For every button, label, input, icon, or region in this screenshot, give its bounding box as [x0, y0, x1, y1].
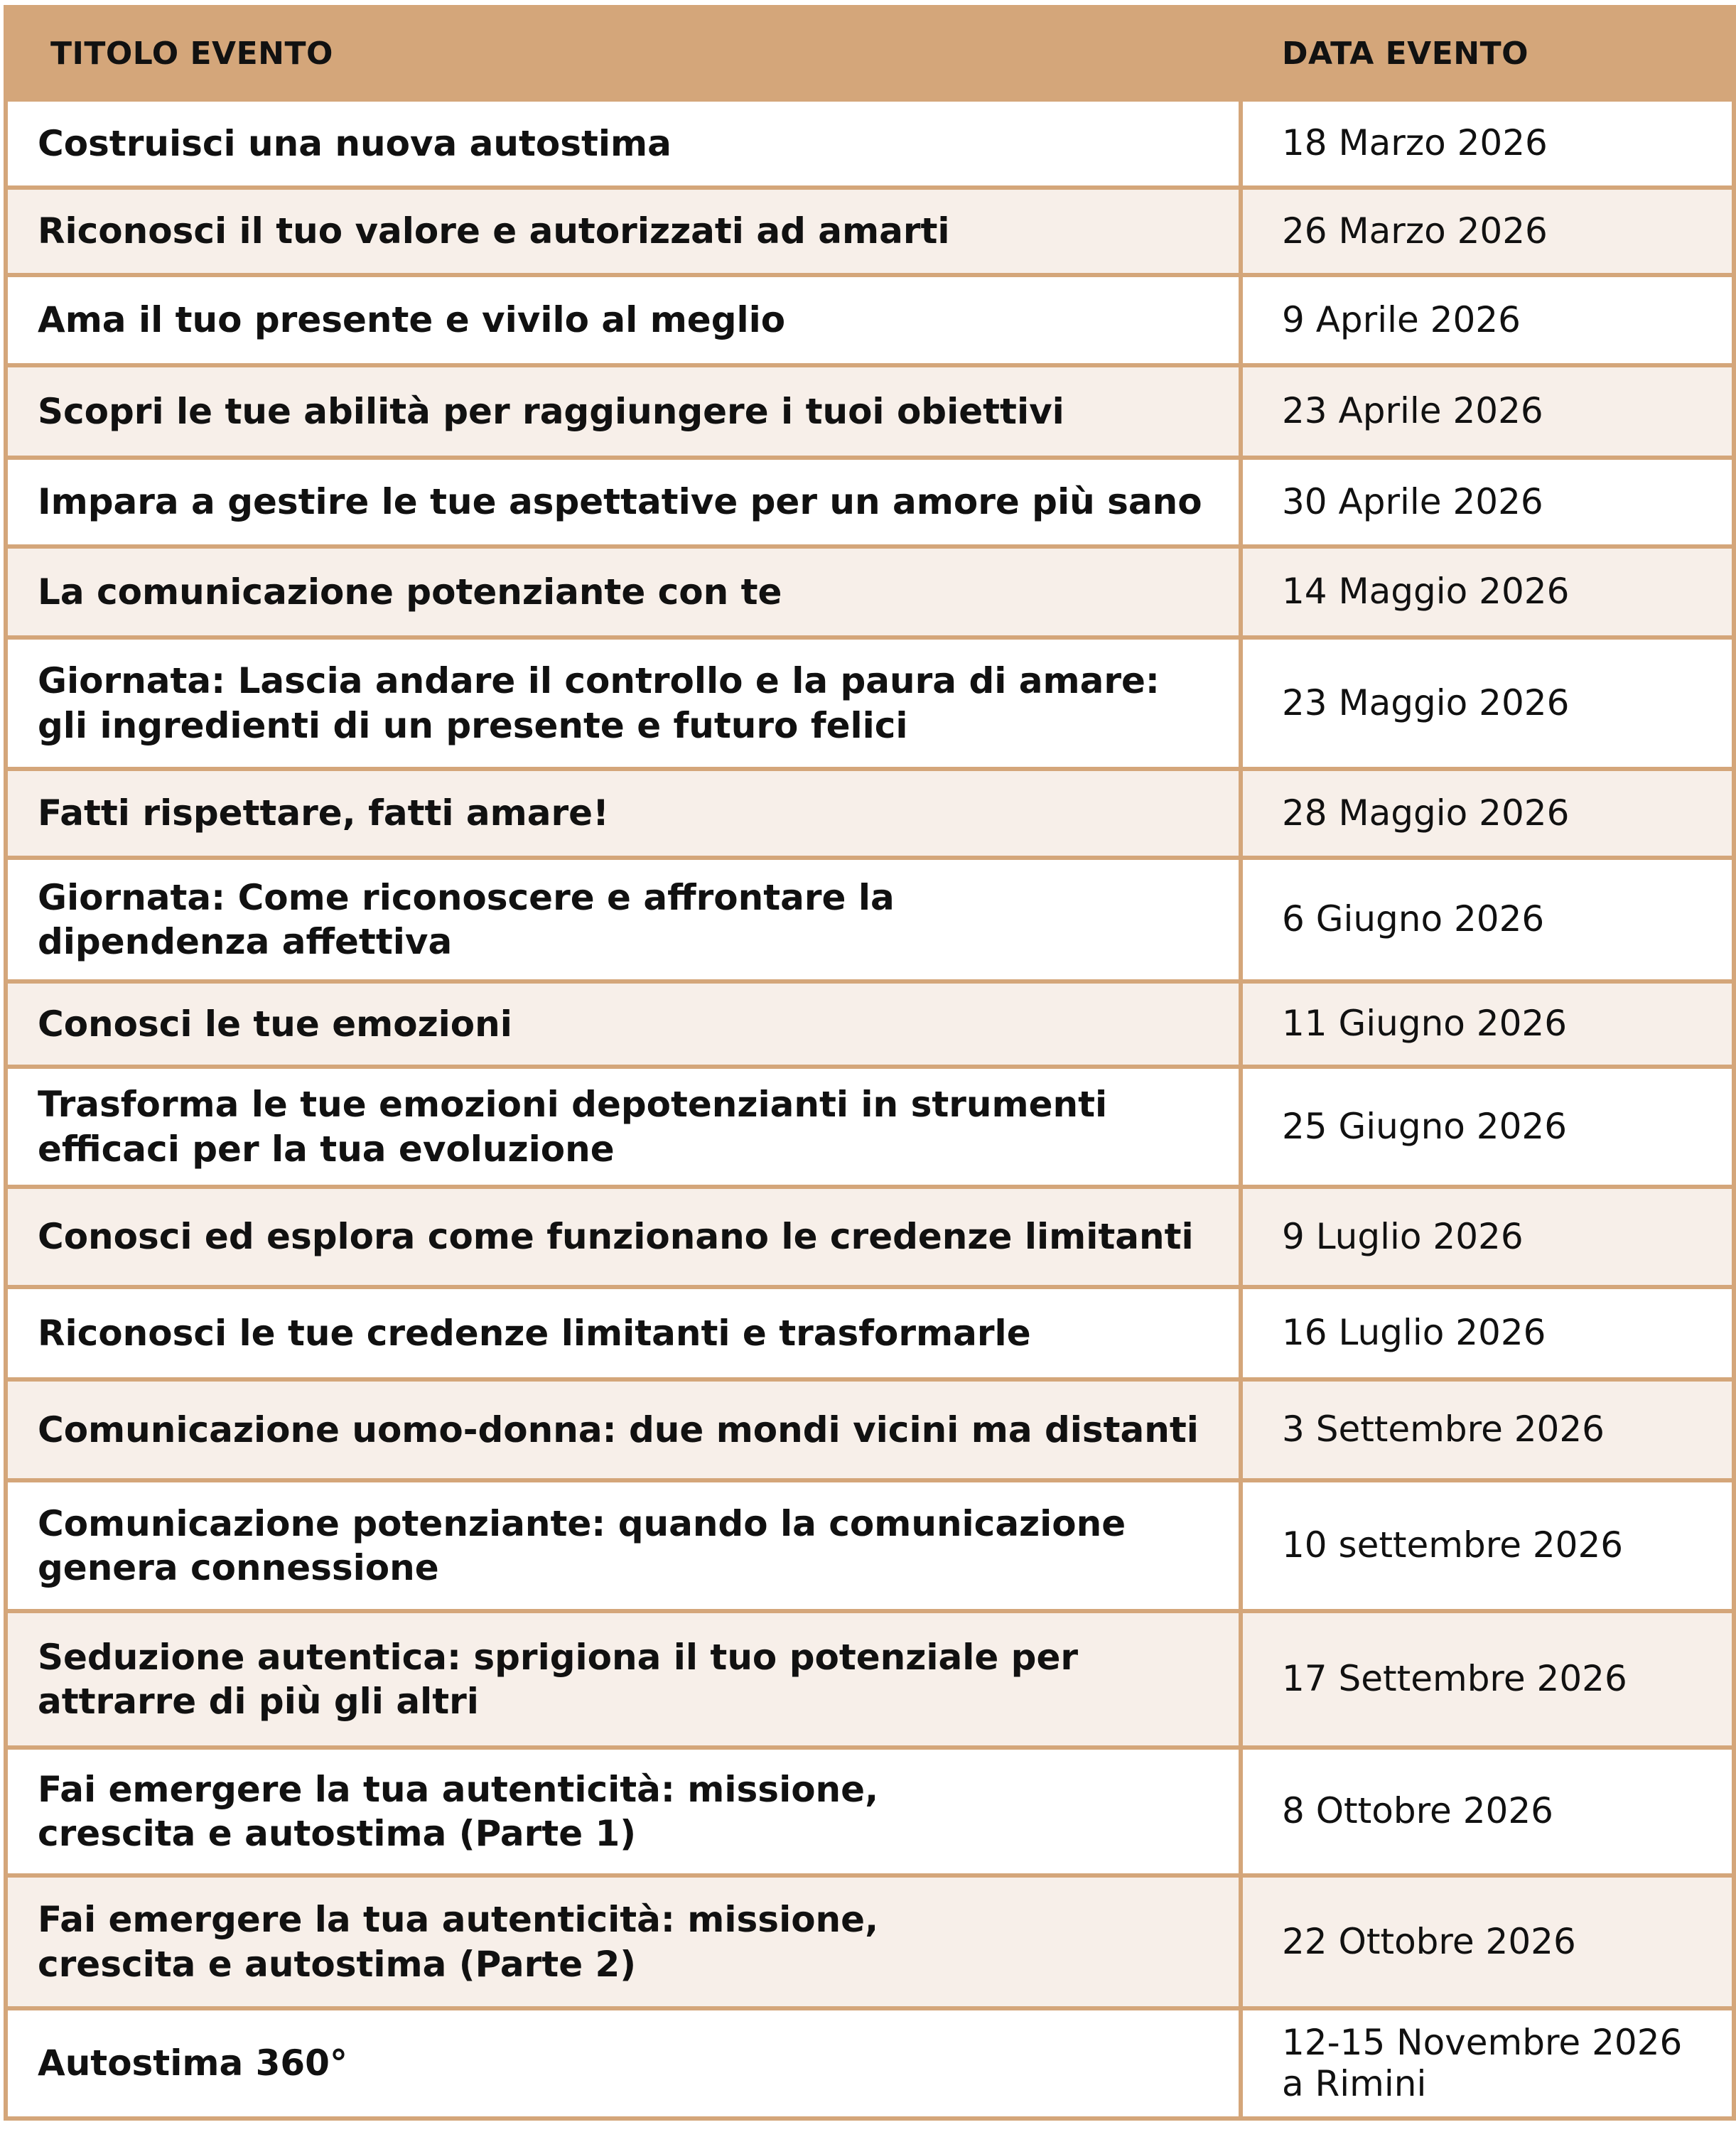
table-header	[6, 7, 1734, 99]
event-title: Comunicazione uomo-donna: due mondi vicini ma distanti	[6, 1379, 1241, 1480]
event-title: Giornata: Come riconoscere e affrontare la dipendenza affettiva	[6, 858, 1241, 981]
table-row	[6, 1611, 1734, 1748]
table-row	[6, 769, 1734, 858]
event-date: 17 Settembre 2026	[1241, 1611, 1734, 1748]
table-row	[6, 188, 1734, 275]
event-date: 28 Maggio 2026	[1241, 769, 1734, 858]
event-title: Ama il tuo presente e vivilo al meglio	[6, 275, 1241, 365]
event-title: Trasforma le tue emozioni depotenzianti in strumenti efficaci per la tua evoluzione	[6, 1067, 1241, 1187]
event-date: 16 Luglio 2026	[1241, 1287, 1734, 1379]
table-row	[6, 1379, 1734, 1480]
table-row	[6, 547, 1734, 637]
table-row	[6, 858, 1734, 981]
event-date: 9 Luglio 2026	[1241, 1187, 1734, 1287]
event-title: Conosci le tue emozioni	[6, 981, 1241, 1067]
table-row	[6, 365, 1734, 458]
table-row	[6, 637, 1734, 769]
table-row	[6, 1748, 1734, 1875]
table-row	[6, 1287, 1734, 1379]
event-title: Riconosci il tuo valore e autorizzati ad amarti	[6, 188, 1241, 275]
header-title-event: TITOLO EVENTO	[6, 7, 1241, 99]
header-row	[6, 7, 1734, 99]
event-title: Conosci ed esplora come funzionano le credenze limitanti	[6, 1187, 1241, 1287]
event-date: 30 Aprile 2026	[1241, 458, 1734, 547]
event-title: La comunicazione potenziante con te	[6, 547, 1241, 637]
table-row	[6, 981, 1734, 1067]
event-date: 26 Marzo 2026	[1241, 188, 1734, 275]
table-row	[6, 1187, 1734, 1287]
event-title: Riconosci le tue credenze limitanti e trasformarle	[6, 1287, 1241, 1379]
table-row	[6, 2008, 1734, 2118]
table-body	[6, 99, 1734, 2118]
event-date: 23 Aprile 2026	[1241, 365, 1734, 458]
event-title: Impara a gestire le tue aspettative per un amore più sano	[6, 458, 1241, 547]
table-row	[6, 458, 1734, 547]
event-date: 11 Giugno 2026	[1241, 981, 1734, 1067]
event-date: 8 Ottobre 2026	[1241, 1748, 1734, 1875]
table-row	[6, 1067, 1734, 1187]
event-date: 22 Ottobre 2026	[1241, 1875, 1734, 2008]
event-title: Fai emergere la tua autenticità: missione, crescita e autostima (Parte 1)	[6, 1748, 1241, 1875]
event-date: 18 Marzo 2026	[1241, 99, 1734, 188]
event-date: 23 Maggio 2026	[1241, 637, 1734, 769]
event-title: Fatti rispettare, fatti amare!	[6, 769, 1241, 858]
event-date: 6 Giugno 2026	[1241, 858, 1734, 981]
table-row	[6, 275, 1734, 365]
event-title: Autostima 360°	[6, 2008, 1241, 2118]
event-date: 3 Settembre 2026	[1241, 1379, 1734, 1480]
table-row	[6, 99, 1734, 188]
event-title: Scopri le tue abilità per raggiungere i tuoi obiettivi	[6, 365, 1241, 458]
event-title: Fai emergere la tua autenticità: missione, crescita e autostima (Parte 2)	[6, 1875, 1241, 2008]
event-title: Seduzione autentica: sprigiona il tuo potenziale per attrarre di più gli altri	[6, 1611, 1241, 1748]
event-date: 12-15 Novembre 2026 a Rimini	[1241, 2008, 1734, 2118]
event-title: Costruisci una nuova autostima	[6, 99, 1241, 188]
table-row	[6, 1480, 1734, 1611]
event-date: 9 Aprile 2026	[1241, 275, 1734, 365]
event-date: 14 Maggio 2026	[1241, 547, 1734, 637]
header-date-event: DATA EVENTO	[1241, 7, 1734, 99]
event-title: Comunicazione potenziante: quando la comunicazione genera connessione	[6, 1480, 1241, 1611]
table-row	[6, 1875, 1734, 2008]
event-title: Giornata: Lascia andare il controllo e la paura di amare: gli ingredienti di un presente e futuro felici	[6, 637, 1241, 769]
event-date: 10 settembre 2026	[1241, 1480, 1734, 1611]
event-date: 25 Giugno 2026	[1241, 1067, 1734, 1187]
events-table	[4, 5, 1736, 2121]
